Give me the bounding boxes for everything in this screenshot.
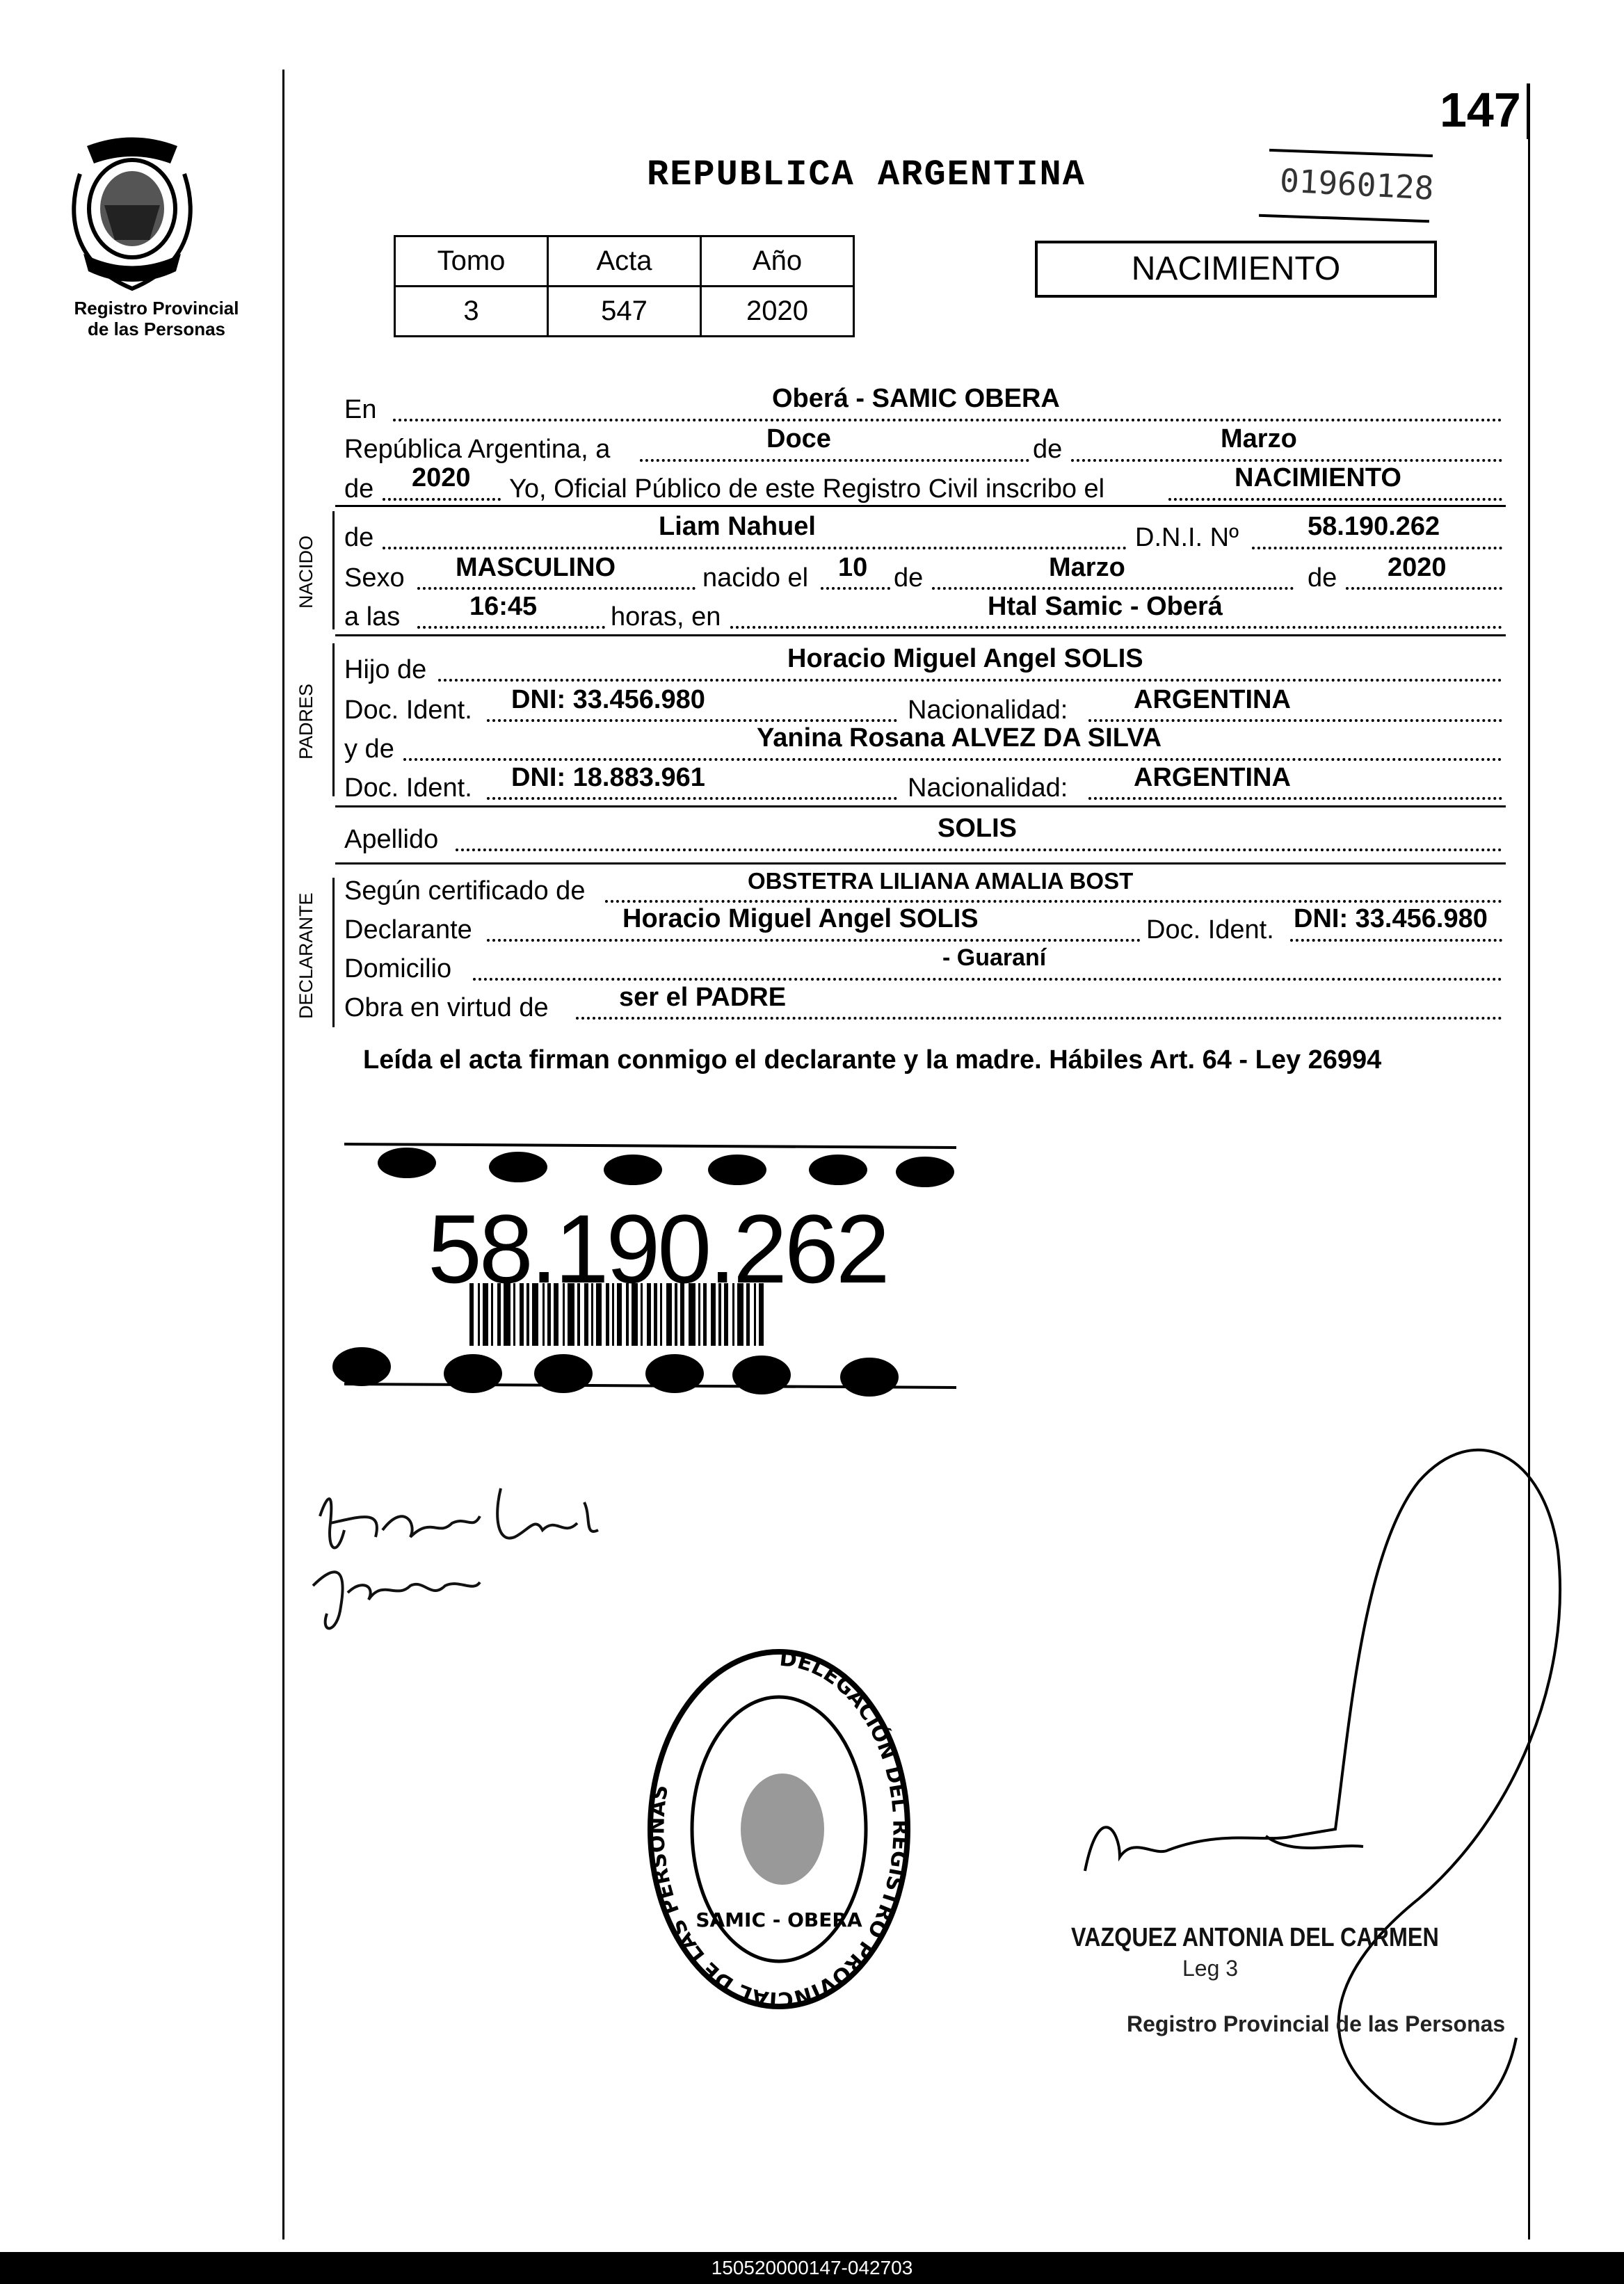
intro-text: Yo, Oficial Público de este Registro Civil inscribo el: [509, 474, 1105, 504]
dotted-line: [605, 900, 1502, 903]
dotted-line: [1290, 939, 1502, 942]
dotted-line: [1071, 459, 1502, 462]
section-label-padres: PADRES: [296, 683, 316, 759]
delegation-stamp: [640, 1641, 918, 2020]
record-table: [394, 235, 855, 337]
serial-overline: [1269, 149, 1433, 157]
birth-year: 2020: [1388, 553, 1447, 582]
dotted-line: [1252, 547, 1502, 549]
dni-sticker-number: 58.190.262: [428, 1194, 887, 1303]
closing-note: Leída el acta firman conmigo el declarante y la madre. Hábiles Art. 64 - Ley 26994: [363, 1045, 1382, 1075]
declarante-value: Horacio Miguel Angel SOLIS: [622, 904, 979, 933]
sexo-label: Sexo: [344, 563, 405, 593]
de-label: de: [1033, 435, 1063, 464]
obra-value: ser el PADRE: [619, 983, 787, 1012]
record-type-box: NACIMIENTO: [1035, 241, 1437, 298]
serial-number: 01960128: [1278, 161, 1435, 207]
table-header-tomo: Tomo: [395, 236, 548, 287]
dotted-line: [487, 797, 897, 800]
registry-caption: [56, 298, 257, 339]
year-value: 2020: [412, 463, 471, 492]
left-margin-line: [282, 70, 284, 2239]
stamp-ring-text: DELEGACIÓN DEL REGISTRO PROVINCIAL DE LAS PERSONAS: [645, 1646, 913, 2012]
mother-nationality: ARGENTINA: [1134, 763, 1291, 792]
sexo-value: MASCULINO: [456, 553, 616, 582]
type-value: NACIMIENTO: [1235, 463, 1401, 492]
dotted-line: [417, 587, 696, 590]
table-header-acta: Acta: [548, 236, 701, 287]
child-dni: 58.190.262: [1308, 512, 1440, 541]
apellido-value: SOLIS: [938, 814, 1018, 843]
section-bar-padres: [332, 643, 335, 796]
mother-name: Yanina Rosana ALVEZ DA SILVA: [757, 723, 1162, 753]
dotted-line: [487, 939, 1141, 942]
table-value-tomo: 3: [395, 287, 548, 337]
yde-label: y de: [344, 734, 394, 764]
birth-month: Marzo: [1049, 553, 1125, 582]
dotted-line: [383, 547, 1127, 549]
official-line2: Leg 3: [1182, 1956, 1239, 1981]
cert-value: OBSTETRA LILIANA AMALIA BOST: [748, 868, 1134, 894]
dotted-line: [1346, 587, 1502, 590]
child-name: Liam Nahuel: [659, 512, 816, 541]
birth-place: Htal Samic - Oberá: [988, 592, 1223, 621]
dotted-line: [1088, 719, 1502, 722]
month-value: Marzo: [1221, 424, 1297, 453]
domicilio-value: - Guaraní: [942, 944, 1047, 971]
nacionalidad-label: Nacionalidad:: [908, 695, 1068, 725]
father-nationality: ARGENTINA: [1134, 685, 1291, 714]
section-bar-declarante: [332, 878, 335, 1027]
en-label: En: [344, 395, 377, 424]
page-number: 147: [1440, 83, 1521, 137]
stamp-bottom-text: SAMIC - OBERA: [696, 1908, 862, 1931]
declarante-doc: DNI: 33.456.980: [1294, 904, 1488, 933]
section-divider: [335, 634, 1506, 636]
dotted-line: [576, 1017, 1502, 1020]
footer-code: 150520000147-042703: [0, 2252, 1624, 2284]
rep-label: República Argentina, a: [344, 435, 611, 464]
dotted-line: [640, 459, 1029, 462]
section-label-nacido: NACIDO: [296, 535, 316, 609]
birth-day: 10: [838, 553, 868, 582]
dotted-line: [456, 849, 1502, 851]
obra-label: Obra en virtud de: [344, 993, 549, 1022]
page-number-bar: [1527, 83, 1529, 139]
official-signature: [1002, 1412, 1600, 2163]
dotted-line: [417, 626, 605, 629]
de-label: de: [1308, 563, 1337, 593]
signature-horacio: [306, 1474, 668, 1641]
dotted-line: [393, 419, 1502, 421]
day-value: Doce: [766, 424, 831, 453]
apellido-label: Apellido: [344, 825, 439, 854]
table-value-anio: 2020: [701, 287, 854, 337]
alas-label: a las: [344, 602, 401, 632]
place-value: Oberá - SAMIC OBERA: [772, 384, 1060, 413]
dni-barcode-sticker: [330, 1127, 970, 1408]
doc-label: Doc. Ident.: [344, 773, 472, 803]
registry-line2: de las Personas: [88, 319, 225, 339]
declarante-label: Declarante: [344, 915, 472, 944]
section-label-declarante: DECLARANTE: [296, 892, 316, 1019]
dotted-line: [1168, 498, 1502, 501]
document-heading: REPUBLICA ARGENTINA: [647, 154, 1086, 195]
serial-underline: [1259, 214, 1429, 223]
registry-line1: Registro Provincial: [74, 298, 239, 319]
horas-label: horas, en: [611, 602, 721, 632]
de2-label: de: [344, 474, 374, 504]
nacido-label: nacido el: [702, 563, 809, 593]
father-name: Horacio Miguel Angel SOLIS: [787, 644, 1143, 673]
misiones-crest-logo: [66, 132, 198, 296]
doc-label: Doc. Ident.: [1146, 915, 1274, 944]
de-label: de: [894, 563, 924, 593]
table-value-acta: 547: [548, 287, 701, 337]
section-divider: [335, 505, 1506, 507]
domicilio-label: Domicilio: [344, 954, 452, 983]
section-divider: [335, 862, 1506, 864]
dotted-line: [403, 758, 1502, 761]
section-divider: [335, 805, 1506, 807]
official-line3: Registro Provincial de las Personas: [1127, 2011, 1506, 2036]
dotted-line: [932, 587, 1294, 590]
de-label: de: [344, 523, 374, 552]
table-header-anio: Año: [701, 236, 854, 287]
registered-marks-top: [378, 1148, 954, 1187]
official-name: VAZQUEZ ANTONIA DEL CARMEN: [1071, 1923, 1439, 1952]
dotted-line: [473, 978, 1502, 981]
nacionalidad-label: Nacionalidad:: [908, 773, 1068, 803]
doc-label: Doc. Ident.: [344, 695, 472, 725]
section-bar-nacido: [332, 511, 335, 629]
dotted-line: [821, 587, 890, 590]
cert-label: Según certificado de: [344, 876, 586, 906]
father-doc: DNI: 33.456.980: [511, 685, 705, 714]
dni-label: D.N.I. Nº: [1135, 523, 1239, 552]
hijo-label: Hijo de: [344, 655, 427, 684]
birth-time: 16:45: [469, 592, 538, 621]
dotted-line: [730, 626, 1502, 629]
mother-doc: DNI: 18.883.961: [511, 763, 705, 792]
registered-marks-bottom: [332, 1347, 899, 1397]
dotted-line: [383, 498, 501, 501]
dotted-line: [1088, 797, 1502, 800]
dotted-line: [438, 679, 1502, 682]
dotted-line: [487, 719, 897, 722]
